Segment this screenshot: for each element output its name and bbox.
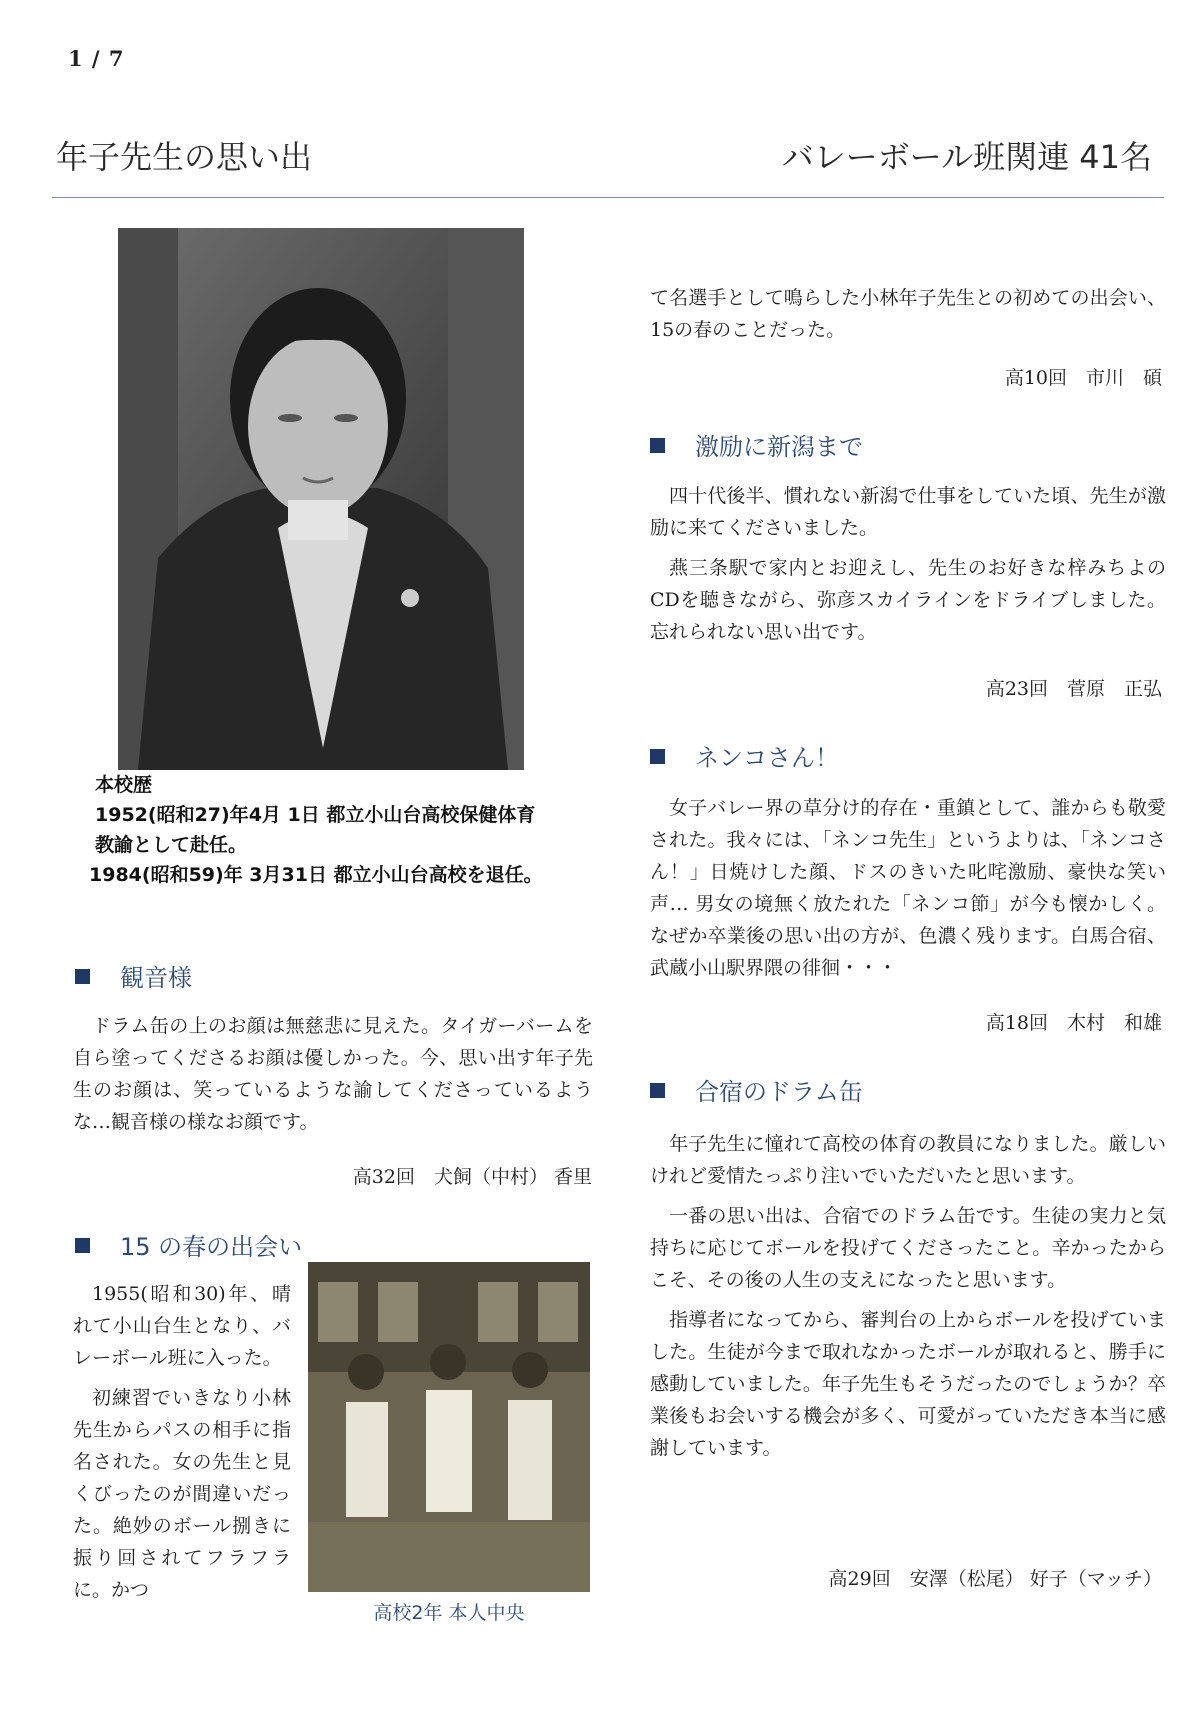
section-body-nenko (650, 792, 1166, 992)
section-heading-niigata: 激励に新潟まで (650, 427, 863, 462)
career-line: 教諭として赴任。 (95, 834, 248, 856)
continuation-body (650, 282, 1166, 354)
author-kimura: 高18回 木村 和雄 (985, 1012, 1162, 1034)
paragraph: 初練習でいきなり小林先生からパスの相手に指名された。女の先生と見くびったのが間違いだった。絶妙のボール捌きに振り回されてフラフラに。かつ (73, 1387, 291, 1601)
paragraph: ドラム缶の上のお顔は無慈悲に見えた。タイガーバームを自ら塗ってくださるお顔は優しかった。今、思い出す年子先生のお顔は、笑っているような諭してくださっているような…観音様の様なお顔です。 (73, 1015, 593, 1133)
paragraph: 年子先生に憧れて高校の体育の教員になりました。厳しいけれど愛情たっぷり注いでいただいたと思います。 (650, 1133, 1166, 1187)
page-subtitle: バレーボール班関連 41名 (781, 138, 1152, 176)
career-line: 1984(昭和59)年 3月31日 都立小山台高校を退任。 (89, 864, 543, 886)
paragraph: 1955(昭和30)年、晴れて小山台生となり、バレーボール班に入った。 (73, 1283, 291, 1369)
page-title: 年子先生の思い出 (56, 138, 313, 176)
section-heading-nenko: ネンコさん！ (650, 738, 839, 773)
team-photo (308, 1262, 590, 1592)
career-line: 1952(昭和27)年4月 1日 都立小山台高校保健体育 (95, 804, 536, 826)
paragraph: 女子バレー界の草分け的存在・重鎮として、誰からも敬愛された。我々には、「ネンコ先生」というよりは、「ネンコさん！」日焼けした顔、ドスのきいた叱咤激励、豪快な笑い声… 男女の境無く放たれた「ネンコ節」が今も懐かしく。なぜか卒業後の思い出の方が、色濃く残ります。白馬合宿、武蔵小山駅界隈の徘徊・・・ (650, 797, 1166, 979)
header-divider (52, 197, 1164, 198)
section-body-kannon (73, 1010, 593, 1146)
section-heading-drum: 合宿のドラム缶 (650, 1072, 863, 1107)
section-body-drum (650, 1128, 1166, 1472)
author-sugawara: 高23回 菅原 正弘 (985, 678, 1162, 700)
section-body-niigata (650, 480, 1166, 656)
page-number: 1 / 7 (68, 46, 125, 71)
author-ichikawa: 高10回 市川 碩 (1004, 367, 1162, 389)
author-yasuzawa: 高29回 安澤（松尾） 好子（マッチ） (828, 1568, 1162, 1590)
section-heading-kannon: 観音様 (75, 958, 192, 993)
bullet-square-icon (75, 1238, 90, 1253)
paragraph: 四十代後半、慣れない新潟で仕事をしていた頃、先生が激励に来てくださいました。 (650, 485, 1166, 539)
section-heading-spring: 15 の春の出会い (75, 1227, 302, 1262)
author-kannon: 高32回 犬飼（中村） 香里 (352, 1166, 592, 1188)
paragraph: 一番の思い出は、合宿でのドラム缶です。生徒の実力と気持ちに応じてボールを投げてくださったこと。辛かったからこそ、その後の人生の支えになったと思います。 (650, 1205, 1166, 1291)
paragraph: 燕三条駅で家内とお迎えし、先生のお好きな梓みちよのCDを聴きながら、弥彦スカイラインをドライブしました。忘れられない思い出です。 (650, 557, 1166, 643)
bullet-square-icon (650, 749, 665, 764)
team-photo-caption: 高校2年 本人中央 (373, 1602, 525, 1624)
section-body-spring (73, 1278, 291, 1614)
career-heading: 本校歴 (95, 774, 153, 796)
paragraph: 指導者になってから、審判台の上からボールを投げていました。生徒が今まで取れなかったボールが取れると、勝手に感動していました。年子先生もそうだったのでしょうか？卒業後もお会いする機会が多く、可愛がっていただき本当に感謝しています。 (650, 1309, 1166, 1459)
career-caption (89, 770, 615, 890)
paragraph: て名選手として鳴らした小林年子先生との初めての出会い、15の春のことだった。 (650, 287, 1166, 341)
bullet-square-icon (650, 438, 665, 453)
bullet-square-icon (650, 1083, 665, 1098)
portrait-photo (118, 228, 524, 770)
bullet-square-icon (75, 969, 90, 984)
